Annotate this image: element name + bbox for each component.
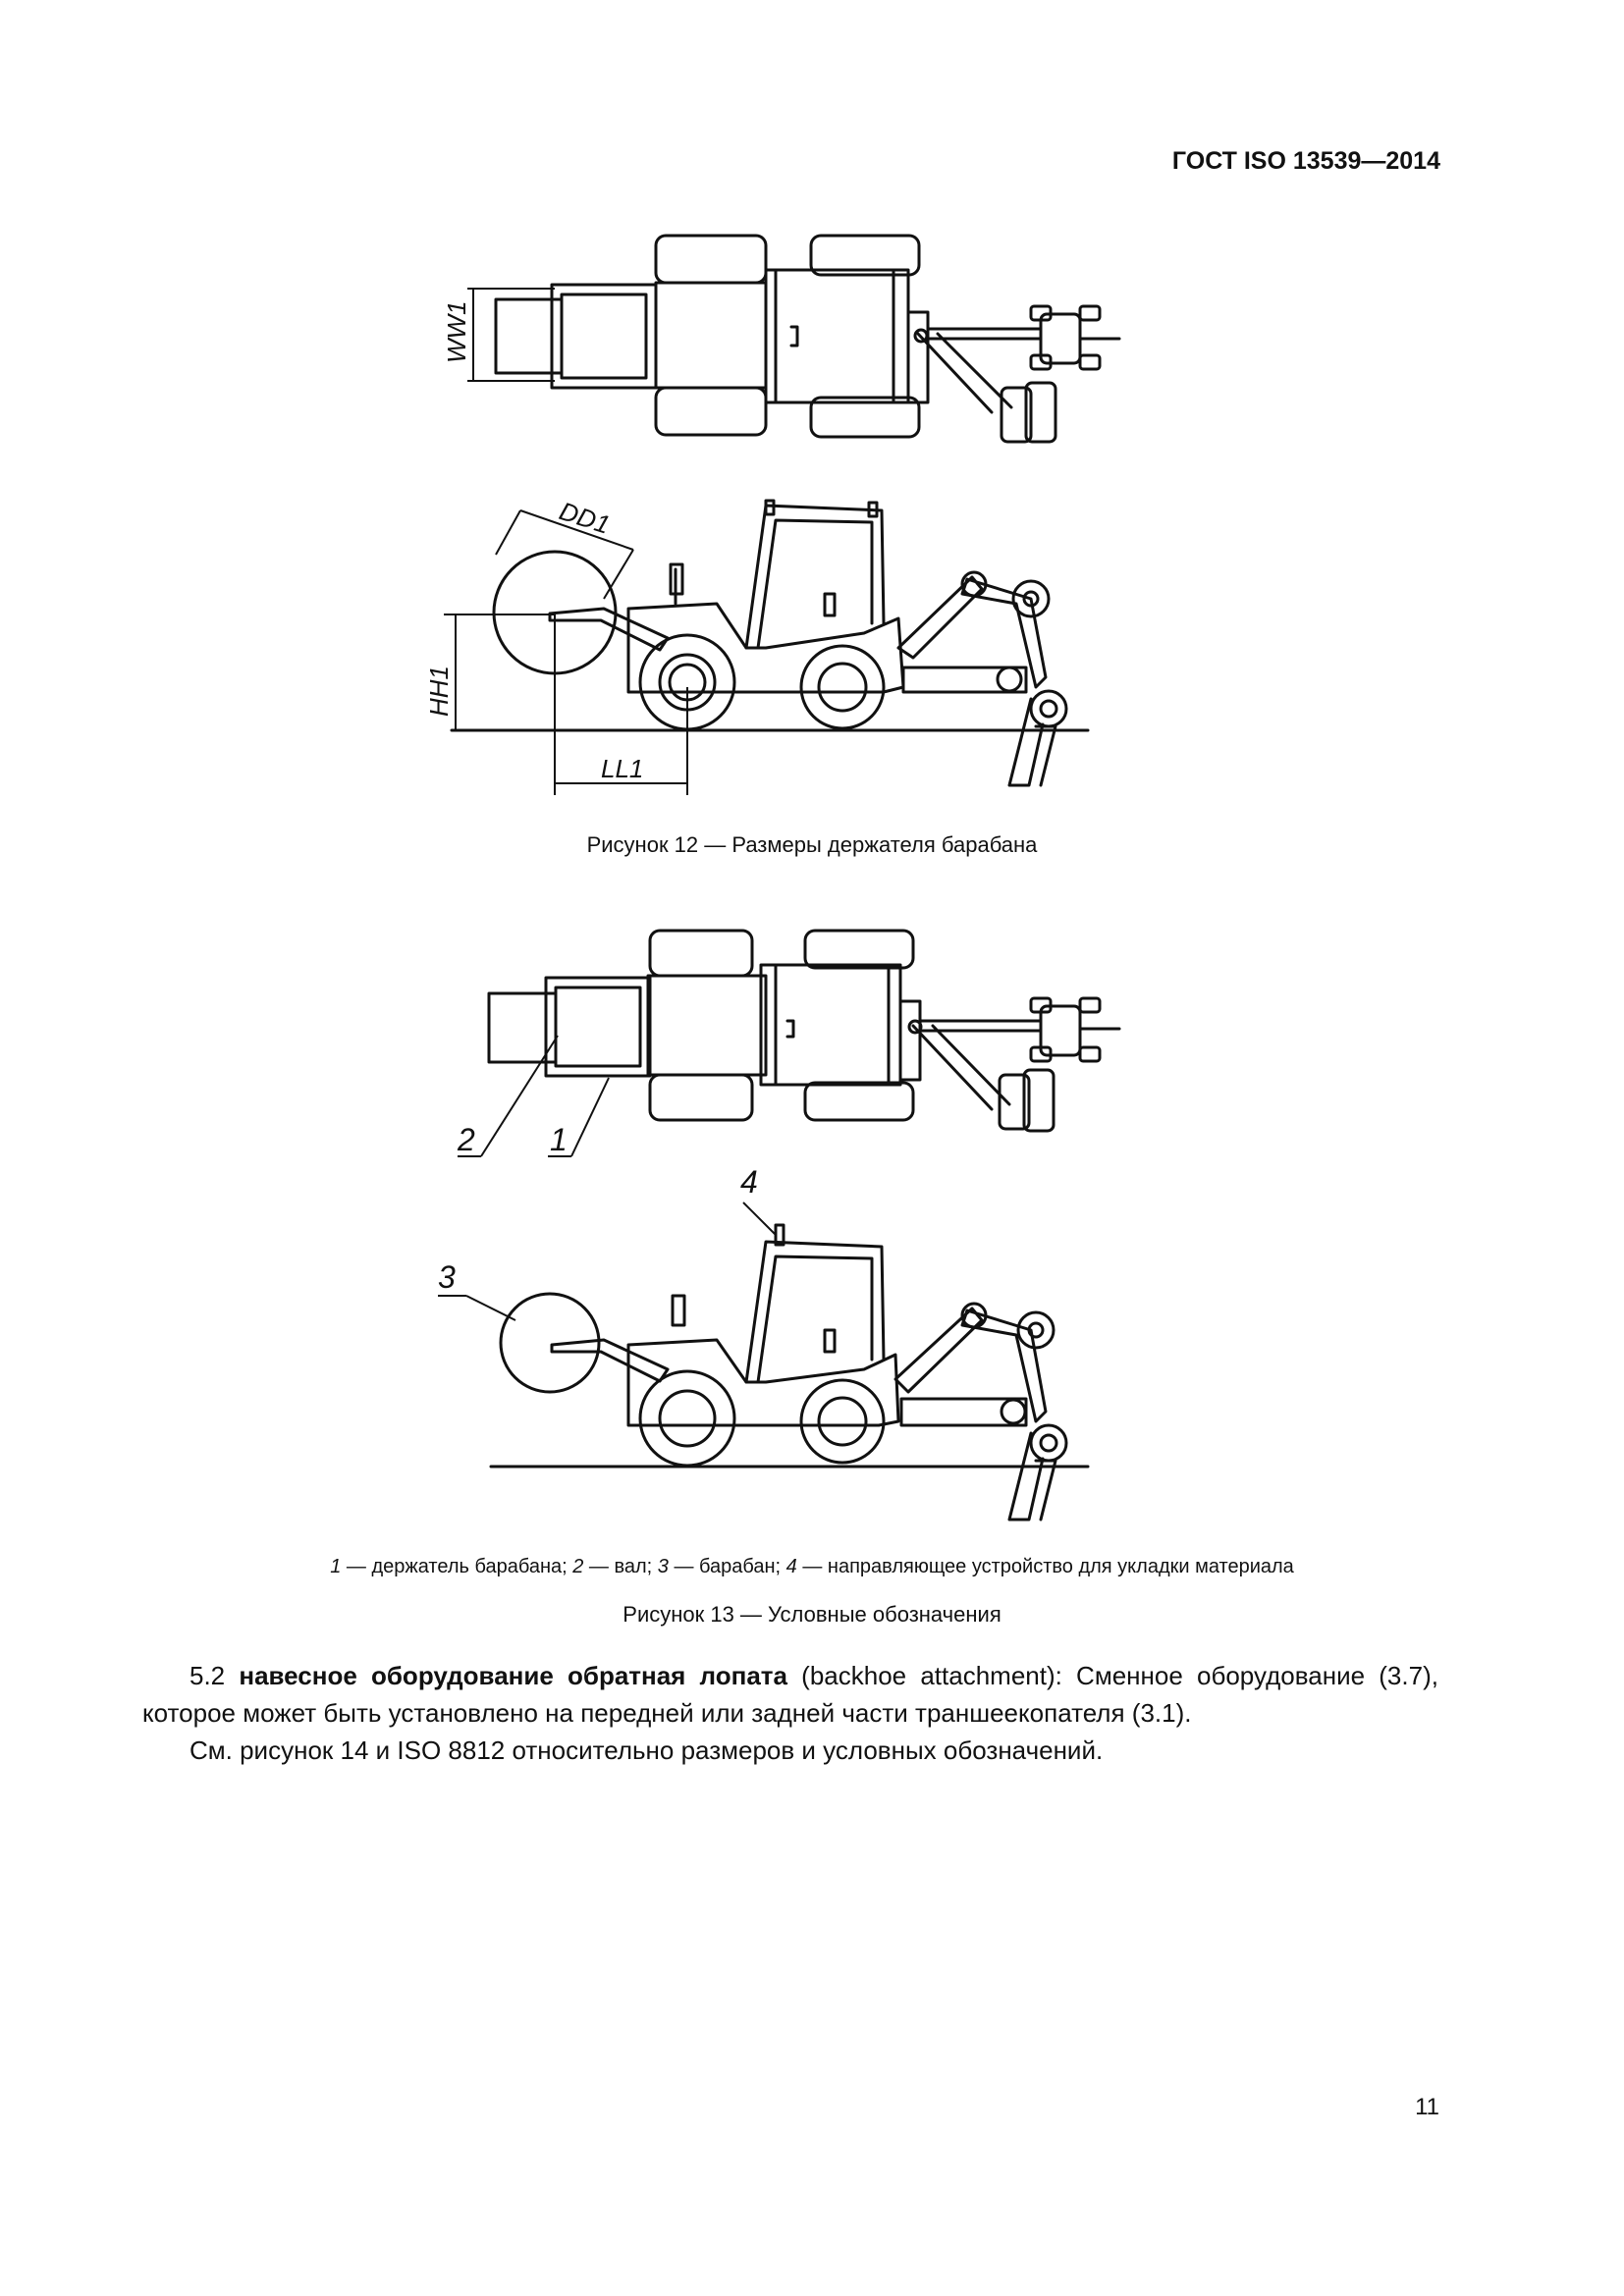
dim-ll1-label: LL1 bbox=[601, 754, 644, 783]
fig13-top-view bbox=[457, 931, 1119, 1157]
section-5-2-paragraph bbox=[142, 1657, 1438, 1732]
figure-12-caption: Рисунок 12 — Размеры держателя барабана bbox=[586, 832, 1038, 857]
dim-hh1-label: HH1 bbox=[424, 665, 454, 717]
callout-3: 3 bbox=[438, 1259, 456, 1295]
section-term: навесное оборудование обратная лопата bbox=[239, 1661, 787, 1690]
section-definition: Сменное оборудование (3.7), которое может быть установлено на передней или задней части траншеекопателя (3.1). bbox=[142, 1661, 1438, 1728]
section-number: 5.2 bbox=[189, 1661, 226, 1690]
legend-num-1: 1 bbox=[330, 1556, 342, 1577]
section-term-en: (backhoe attachment): bbox=[801, 1661, 1062, 1690]
callout-4: 4 bbox=[740, 1164, 758, 1200]
figure-13-caption: Рисунок 13 — Условные обозначения bbox=[623, 1602, 1001, 1627]
legend-num-4: 4 bbox=[785, 1556, 797, 1577]
fig12-side-view bbox=[424, 496, 1088, 795]
legend-text-2: — вал; bbox=[583, 1556, 658, 1577]
legend-num-2: 2 bbox=[572, 1556, 584, 1577]
callout-1: 1 bbox=[550, 1122, 568, 1157]
dim-ww1-label: WW1 bbox=[442, 300, 471, 363]
legend-text-1: — держатель барабана; bbox=[341, 1556, 573, 1577]
document-header: ГОСТ ISO 13539—2014 bbox=[1171, 147, 1440, 175]
fig12-top-view bbox=[442, 236, 1119, 442]
legend-text-4: — направляющее устройство для укладки материала bbox=[796, 1556, 1294, 1577]
legend-text-3: — барабан; bbox=[668, 1556, 786, 1577]
fig13-side-view bbox=[438, 1164, 1088, 1520]
legend-num-3: 3 bbox=[657, 1556, 669, 1577]
section-reference-paragraph bbox=[142, 1732, 1438, 1769]
dim-dd1-label: DD1 bbox=[556, 496, 614, 540]
figure-13-legend bbox=[0, 1556, 1624, 1578]
page-number: 11 bbox=[1415, 2094, 1439, 2120]
callout-2: 2 bbox=[458, 1122, 475, 1157]
section-reference: См. рисунок 14 и ISO 8812 относительно размеров и условных обозначений. bbox=[189, 1735, 1104, 1765]
